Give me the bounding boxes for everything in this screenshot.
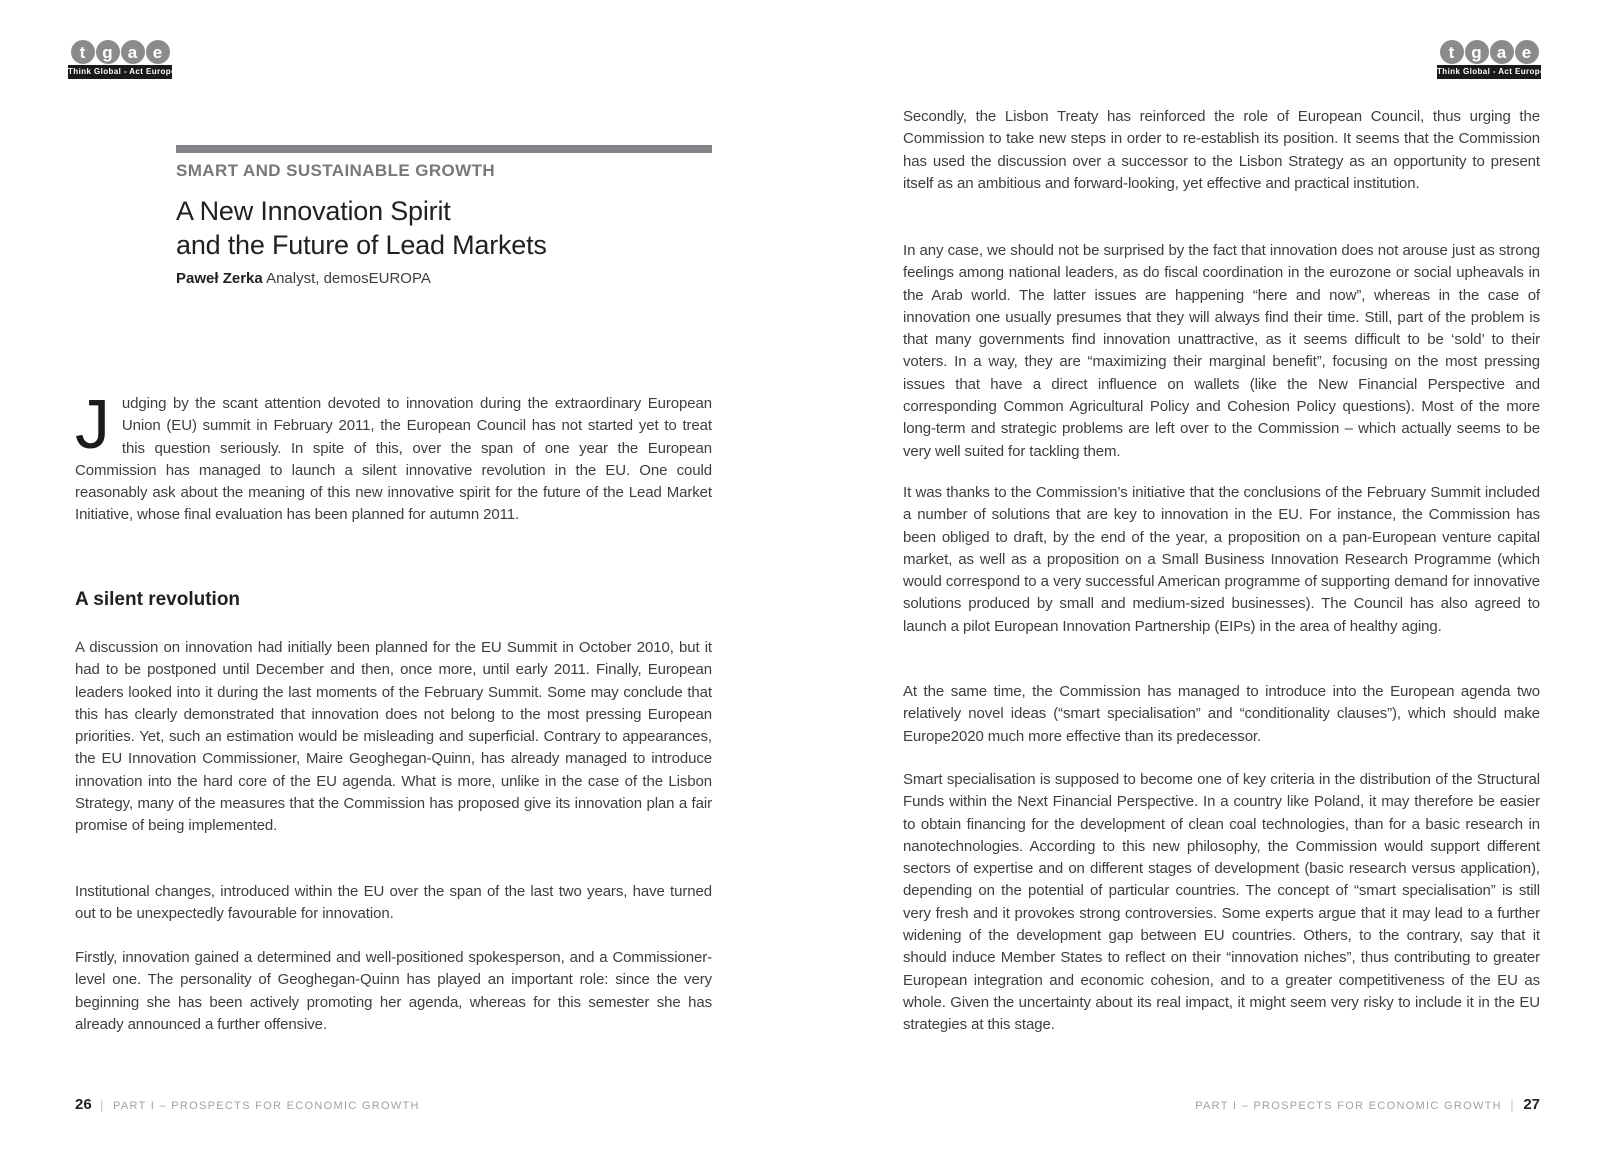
body-paragraph: Institutional changes, introduced within the EU over the span of the last two years, have turned out to be unexpectedly favourable for innovation.: [75, 883, 712, 923]
logo-letter-g-icon: g: [96, 40, 120, 64]
body-paragraph: It was thanks to the Commission’s initiative that the conclusions of the February Summit included a number of solutions that are key to innovation in the EU. For instance, the Commission has been obliged to draft, by the end of the year, a proposition on a pan-European venture capital market, as well as a proposition on a Small Business Innovation Research Programme (which would correspond to a very successful American programme of supporting demand for innovative solutions produced by small and medium-sized businesses). The Council has also agreed to launch a pilot European Innovation Partnership (EIPs) in the area of healthy aging.: [903, 484, 1540, 635]
logo-letter-t-icon: t: [71, 40, 95, 64]
logo-letter-e-icon: e: [1515, 40, 1539, 64]
section-divider-bar: [176, 145, 712, 153]
article-title: [176, 194, 547, 262]
article-title-line1: A New Innovation Spirit: [176, 196, 451, 226]
right-page-footer: [903, 1096, 1540, 1113]
page-number: 26: [75, 1096, 92, 1113]
byline: [176, 270, 431, 287]
left-page: [75, 0, 712, 1159]
intro-paragraph-text: udging by the scant attention devoted to innovation during the extraordinary European Union (EU) summit in February 2011, the European Council has not started yet to treat this question seriously. In spite of this, over the span of one year the European Commission has managed to launch a silent innovative revolution in the EU. One could reasonably ask about the meaning of this new innovative spirit for the future of the Lead Market Initiative, whose final evaluation has been planned for autumn 2011.: [75, 395, 712, 524]
logo-tagline: Think Global - Act European: [68, 65, 172, 79]
footer-separator: |: [1510, 1097, 1515, 1112]
body-paragraph: A discussion on innovation had initially been planned for the EU Summit in October 2010, but it had to be postponed until December and then, once more, until early 2011. Finally, European leaders looked into it during the last moments of the February Summit. Some may conclude that this has clearly demonstrated that innovation does not belong to the most pressing European priorities. Yet, such an estimation would be misleading and superficial. Contrary to appearances, the EU Innovation Commissioner, Maire Geoghegan-Quinn, has already managed to introduce innovation into the hard core of the EU agenda. What is more, unlike in the case of the Lisbon Strategy, many of the measures that the Commission has proposed give its innovation plan a fair promise of being implemented.: [75, 639, 712, 835]
body-paragraph: Secondly, the Lisbon Treaty has reinforced the role of European Council, thus urging the Commission to take new steps in order to re-establish its position. It seems that the Commission has used the discussion over a successor to the Lisbon Strategy as an opportunity to present itself as an ambitious and forward-looking, yet effective and practical institution.: [903, 108, 1540, 192]
body-paragraph: Smart specialisation is supposed to become one of key criteria in the distribution of the Structural Funds within the Next Financial Perspective. In a country like Poland, it may therefore be easier to obtain financing for the development of clean coal technologies, than for a basic research in nanotechnologies. According to this new philosophy, the Commission would support different sectors of expertise and on different stages of development (basic research versus application), depending on the potential of particular countries. The concept of “smart specialisation” is still very fresh and it provokes strong controversies. Some experts argue that it may lead to a further widening of the development gap between EU countries. Others, to the contrary, say that it should induce Member States to reflect on their “innovation niches”, thus contributing to greater European integration and economic cohesion, and to a greater competitiveness of the EU as whole. Given the uncertainty about its real impact, it might seem very risky to include it in the EU strategies at this stage.: [903, 771, 1540, 1034]
page-number: 27: [1523, 1096, 1540, 1113]
right-page: [903, 0, 1540, 1159]
logo-letter-e-icon: e: [146, 40, 170, 64]
footer-separator: |: [100, 1097, 105, 1112]
footer-label: PART I – PROSPECTS FOR ECONOMIC GROWTH: [1195, 1100, 1502, 1112]
left-page-footer: [75, 1096, 712, 1113]
article-title-line2: and the Future of Lead Markets: [176, 230, 547, 260]
dropcap-letter: J: [75, 385, 110, 463]
section-label: SMART AND SUSTAINABLE GROWTH: [176, 161, 496, 180]
logo-letter-a-icon: a: [121, 40, 145, 64]
logo-letter-a-icon: a: [1490, 40, 1514, 64]
body-paragraph: In any case, we should not be surprised by the fact that innovation does not arouse just as strong feelings among national leaders, as do fiscal coordination in the eurozone or social upheavals in the Arab world. The latter issues are happening “here and now”, whereas in the case of innovation one usually presumes that they will always find their time. Still, part of the problem is that many governments find innovation unattractive, as it seems difficult to be ‘sold’ to their voters. In a way, they are “maximizing their marginal benefit”, focusing on the most pressing issues that have a direct influence on wallets (like the New Financial Perspective and corresponding Common Agricultural Policy and Cohesion Policy questions). Most of the more long-term and strategic problems are left over to the Commission – which actually seems to be very well suited for tackling them.: [903, 242, 1540, 460]
author-role: Analyst, demosEUROPA: [266, 270, 431, 287]
author-name: Paweł Zerka: [176, 270, 263, 287]
intro-paragraph: [75, 385, 712, 527]
body-paragraph: Firstly, innovation gained a determined and well-positioned spokesperson, and a Commissioner-level one. The personality of Geoghegan-Quinn has played an important role: since the very beginning she has been actively promoting her agenda, whereas for this semester she has already announced a further offensive.: [75, 949, 712, 1033]
logo-tagline: Think Global - Act European: [1437, 65, 1541, 79]
body-paragraph: At the same time, the Commission has managed to introduce into the European agenda two relatively novel ideas (“smart specialisation” and “conditionality clauses”), which should make Europe2020 much more effective than its predecessor.: [903, 683, 1540, 745]
footer-label: PART I – PROSPECTS FOR ECONOMIC GROWTH: [113, 1100, 420, 1112]
subsection-heading: A silent revolution: [75, 589, 241, 610]
logo-letter-t-icon: t: [1440, 40, 1464, 64]
logo-letter-g-icon: g: [1465, 40, 1489, 64]
